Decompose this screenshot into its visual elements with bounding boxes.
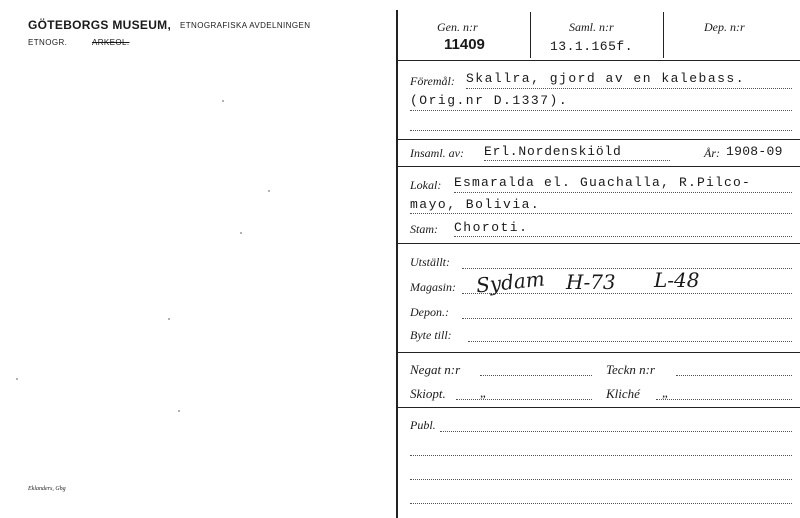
stam-label: Stam: <box>410 222 438 236</box>
rule <box>397 407 800 408</box>
dotted-line <box>454 192 792 193</box>
insaml-label: Insaml. av: <box>410 146 464 160</box>
dotted-line <box>410 455 792 456</box>
gen-nr-label: Gen. n:r <box>437 20 478 34</box>
lokal-line1: Esmaralda el. Guachalla, R.Pilco- <box>454 175 752 190</box>
saml-nr-value: 13.1.165f. <box>550 39 634 54</box>
skiopt-label: Skiopt. <box>410 386 446 401</box>
insaml-value: Erl.Nordenskiöld <box>484 144 622 159</box>
box-divider <box>663 12 664 58</box>
dotted-line <box>410 479 792 480</box>
byte-till-label: Byte till: <box>410 328 452 342</box>
lokal-label: Lokal: <box>410 178 442 192</box>
dotted-line <box>456 399 592 400</box>
dotted-line <box>410 110 792 111</box>
publ-label: Publ. <box>410 418 436 432</box>
speck <box>16 378 18 380</box>
foremal-line2: (Orig.nr D.1337). <box>410 93 569 108</box>
speck <box>178 410 180 412</box>
dotted-line <box>462 318 792 319</box>
utstallt-label: Utställt: <box>410 255 451 269</box>
dotted-line <box>676 375 792 376</box>
magasin-label: Magasin: <box>410 280 456 294</box>
kliche-ditto: „ <box>662 385 668 400</box>
dotted-line <box>410 213 792 214</box>
rule <box>397 139 800 140</box>
dotted-line <box>468 341 792 342</box>
speck <box>222 100 224 102</box>
dotted-line <box>480 375 592 376</box>
rule <box>397 243 800 244</box>
foremal-label: Föremål: <box>410 74 455 88</box>
negat-label: Negat n:r <box>410 362 461 377</box>
magasin-h-code: H-73 <box>566 270 616 294</box>
rule <box>397 166 800 167</box>
teckn-label: Teckn n:r <box>606 362 655 377</box>
stam-value: Choroti. <box>454 220 529 235</box>
ar-label: År: <box>704 146 720 160</box>
department-name: ETNOGRAFISKA AVDELNINGEN <box>180 21 311 30</box>
lokal-line2: mayo, Bolivia. <box>410 197 541 212</box>
dotted-line <box>454 236 792 237</box>
box-divider <box>530 12 531 58</box>
printer-mark: Eklanders, Gbg <box>28 486 66 492</box>
rule <box>397 60 800 61</box>
gen-nr-value: 11409 <box>444 36 485 53</box>
dotted-line <box>410 130 792 131</box>
dep-nr-label: Dep. n:r <box>704 20 745 34</box>
dotted-line <box>484 160 670 161</box>
card-divider <box>396 10 398 518</box>
skiopt-ditto: „ <box>480 385 486 400</box>
saml-nr-label: Saml. n:r <box>569 20 614 34</box>
ar-value: 1908-09 <box>726 144 783 159</box>
dotted-line <box>440 431 792 432</box>
kliche-label: Kliché <box>606 386 640 401</box>
magasin-l-code: L-48 <box>654 268 700 292</box>
speck <box>240 232 242 234</box>
speck <box>168 318 170 320</box>
dotted-line <box>410 503 792 504</box>
section-struck-label: ARKEOL. <box>92 38 130 47</box>
magasin-handwritten: Sydam <box>474 266 546 298</box>
dotted-line <box>466 88 792 89</box>
foremal-line1: Skallra, gjord av en kalebass. <box>466 71 746 86</box>
section-label: ETNOGR. <box>28 38 68 47</box>
speck <box>268 190 270 192</box>
museum-name: GÖTEBORGS MUSEUM, <box>28 18 172 32</box>
rule <box>397 352 800 353</box>
dotted-line <box>656 399 792 400</box>
depon-label: Depon.: <box>410 305 449 319</box>
